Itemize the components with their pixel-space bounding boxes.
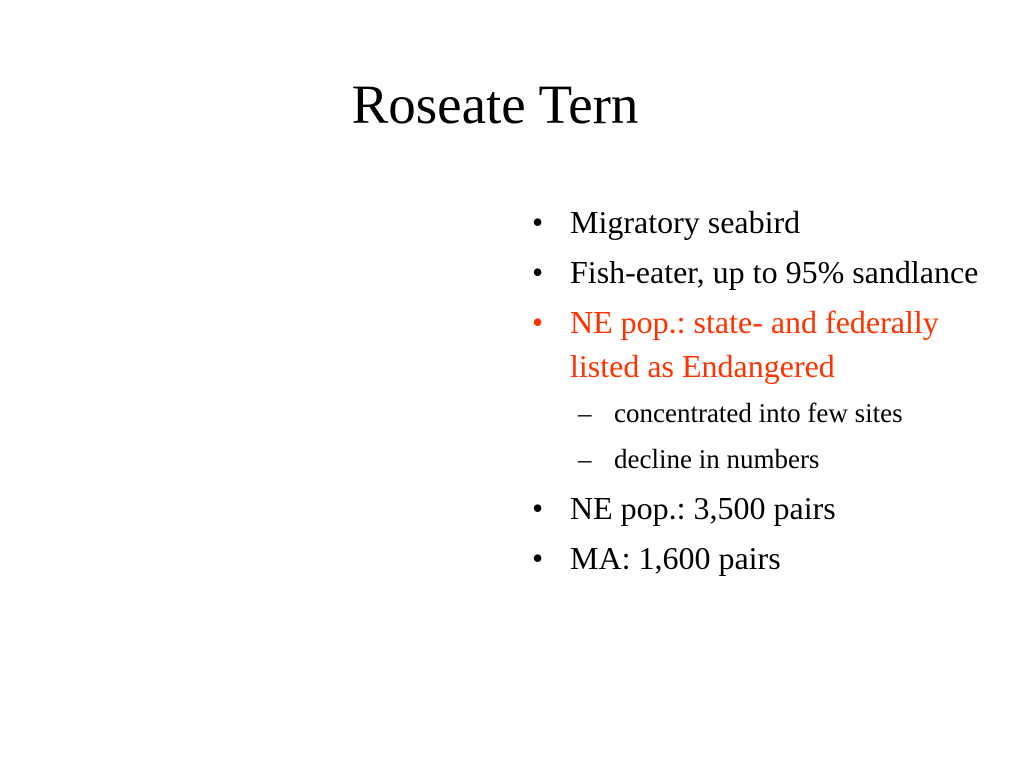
bullet-text: NE pop.: state- and federally listed as Endangered — [570, 304, 939, 384]
bullet-text: Migratory seabird — [570, 204, 801, 240]
bullet-marker: • — [532, 490, 544, 526]
bullet-text: Fish-eater, up to 95% sandlance — [570, 254, 979, 290]
bullet-fish-eater — [532, 250, 1002, 294]
bullet-ne-population — [532, 486, 1002, 530]
bullet-list — [532, 200, 1002, 586]
sub-bullet-text: concentrated into few sites — [614, 398, 903, 428]
sub-bullet-marker: – — [578, 444, 592, 474]
bullet-marker: • — [532, 254, 544, 290]
bullet-endangered-status — [532, 300, 1002, 388]
bullet-marker: • — [532, 540, 544, 576]
bullet-marker: • — [532, 304, 544, 340]
sub-bullet-concentrated — [532, 394, 1002, 432]
sub-bullet-text: decline in numbers — [614, 444, 820, 474]
slide-title: Roseate Tern — [351, 74, 639, 135]
sub-bullet-marker: – — [578, 398, 592, 428]
bullet-migratory-seabird — [532, 200, 1002, 244]
bullet-text: NE pop.: 3,500 pairs — [570, 490, 836, 526]
sub-bullet-decline — [532, 440, 1002, 478]
bullet-text: MA: 1,600 pairs — [570, 540, 781, 576]
bullet-ma-population — [532, 536, 1002, 580]
bullet-marker: • — [532, 204, 544, 240]
